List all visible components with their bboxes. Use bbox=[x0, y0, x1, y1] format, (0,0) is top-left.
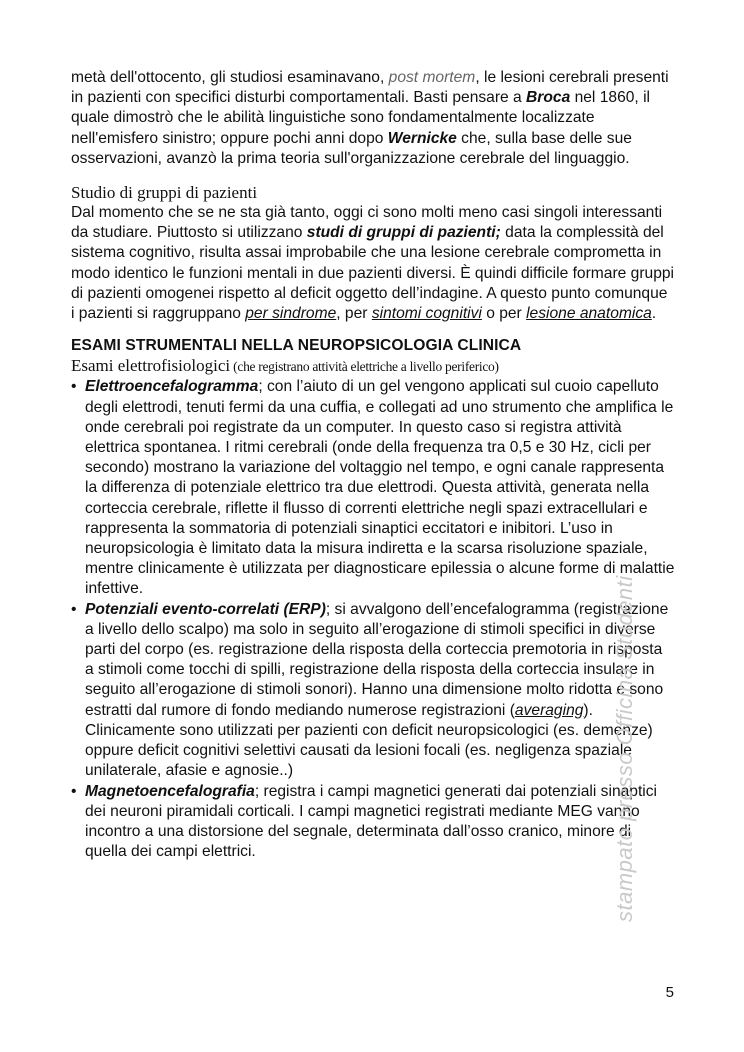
text-span: data la complessità del sistema cognitivo, risulta assai improbabile che una lesione cerebrale comprometta in modo identico le funzioni mentali in due pazienti diversi. È quindi difficile formare gruppi di pazienti omogenei rispetto al deficit oggetto dell’indagine. A questo punto comunque i pazienti si raggruppano bbox=[71, 224, 675, 323]
text-span: metà dell'ottocento, gli studiosi esaminavano, bbox=[71, 69, 389, 86]
underlined-term: per sindrome bbox=[245, 305, 337, 323]
list-item bbox=[71, 782, 675, 863]
page-number: 5 bbox=[665, 984, 674, 1001]
subheading-note: (che registrano attività elettriche a livello periferico) bbox=[230, 359, 499, 375]
text-span: ; si avvalgono dell’encefalogramma (registrazione a livello dello scalpo) ma solo in seguito all’erogazione di stimoli specifici in diverse parti del corpo (es. registrazione della risposta della corteccia premotoria in risposta a stimoli come tocchi di spilli, registrazione della risposta della corteccia insulare in seguito all’erogazione di stimoli sonori). Hanno una dimensione molto ridotta e sono estratti dal rumore di fondo mediando numerose registrazioni ( bbox=[85, 600, 669, 719]
name-wernicke: Wernicke bbox=[387, 129, 457, 147]
bullet: • bbox=[71, 782, 77, 800]
page-content bbox=[71, 68, 675, 862]
intro-paragraph bbox=[71, 68, 675, 169]
subheading-studio: Studio di gruppi di pazienti bbox=[71, 183, 258, 203]
text-span: nel 1860, il quale dimostrò che le abilità linguistiche sono fondamentalmente localizzate nell'emisfero sinistro; oppure pochi anni dopo bbox=[71, 89, 651, 147]
studio-paragraph bbox=[71, 203, 675, 324]
watermark: stampato presso Officina Studenti bbox=[612, 575, 637, 922]
exam-list bbox=[71, 377, 675, 862]
text-span: ; registra i campi magnetici generati dai potenziali sinaptici dei neuroni piramidali corticali. I campi magnetici registrati mediante MEG vanno incontro a una distorsione del segnale, determinata dall’osso cranico, minore di quella dei campi elettrici. bbox=[85, 782, 658, 861]
bullet: • bbox=[71, 378, 77, 396]
name-broca: Broca bbox=[526, 89, 571, 107]
text-span: . bbox=[651, 305, 657, 323]
text-span: che, sulla base delle sue osservazioni, avanzò la prima teoria sull'organizzazione cerebrale del linguaggio. bbox=[71, 129, 632, 167]
list-item bbox=[71, 600, 675, 782]
text-span: ; con l’aiuto di un gel vengono applicati sul cuoio capelluto degli elettrodi, tenuti fermi da una cuffia, e collegati ad uno strumento che amplifica le onde cerebrali poi registrate da un computer. In questo caso si registra attività elettrica spontanea. I ritmi cerebrali (onde della frequenza tra 0,5 e 30 Hz, cicli per secondo) mostrano la variazione del voltaggio nel tempo, e ogni canale rappresenta la differenza di potenziale elettrico tra due elettrodi. Questa attività, generata nella corteccia cerebrale, riflette il flusso di correnti elettriche negli spazi extracellulari e rappresenta la sommatoria di potenziali sinaptici eccitatori e inibitori. L’uso in neuropsicologia è limitato data la misura indiretta e la scarsa risoluzione spaziale, mentre clinicamente è utilizzata per diagnosticare epilessia o alcune forme di malattie infettive. bbox=[85, 378, 675, 598]
bullet: • bbox=[71, 600, 77, 618]
text-span: , per bbox=[336, 305, 372, 323]
underlined-term: lesione anatomica bbox=[526, 305, 652, 323]
text-span: ). Clinicamente sono utilizzati per pazienti con deficit neuropsicologici (es. demenze) oppure deficit cognitivi selettivi causati da lesioni focali (es. negligenza spaziale unilaterale, afasie e agnosie..) bbox=[85, 701, 653, 780]
underlined-term: averaging bbox=[514, 701, 584, 719]
list-item bbox=[71, 377, 675, 599]
text-span: , le lesioni cerebrali presenti in pazienti con specifici disturbi comportamentali. Basti pensare a bbox=[71, 69, 669, 107]
italic-term: post mortem bbox=[388, 69, 476, 86]
subheading-text: Esami elettrofisiologici bbox=[71, 356, 231, 376]
section-heading: ESAMI STRUMENTALI NELLA NEUROPSICOLOGIA CLINICA bbox=[71, 337, 522, 355]
text-span: o per bbox=[481, 305, 527, 323]
bold-term: studi di gruppi di pazienti; bbox=[306, 224, 501, 242]
text-span: Dal momento che se ne sta già tanto, oggi ci sono molti meno casi singoli interessanti da studiare. Piuttosto si utilizzano bbox=[71, 204, 663, 242]
subheading-esami bbox=[71, 356, 675, 377]
exam-term: Magnetoencefalografia bbox=[85, 782, 255, 800]
exam-term: Potenziali evento-correlati (ERP) bbox=[85, 600, 326, 618]
exam-term: Elettroencefalogramma bbox=[85, 378, 259, 396]
underlined-term: sintomi cognitivi bbox=[371, 305, 482, 323]
